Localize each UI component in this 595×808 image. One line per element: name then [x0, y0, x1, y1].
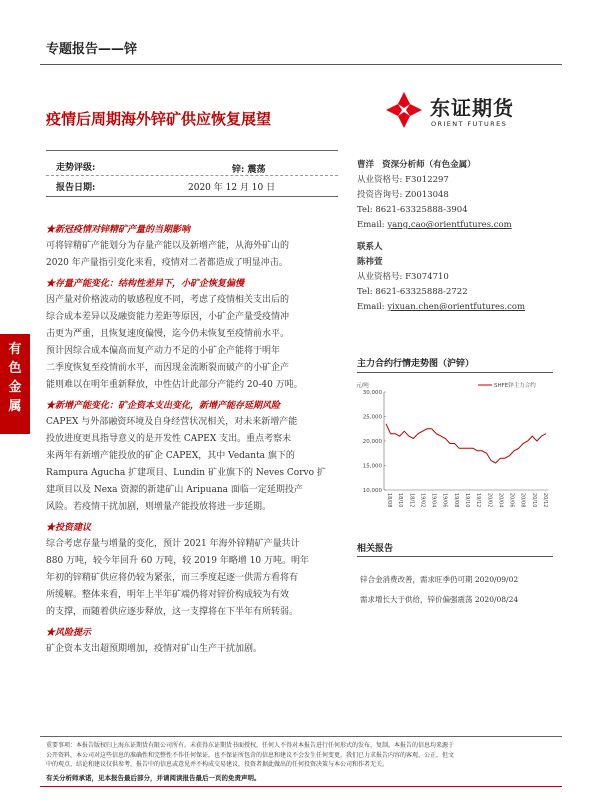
paragraph-line: 风险。若疫情干扰加剧，则增量产能投放将进一步延期。: [46, 502, 272, 512]
summary-body: [46, 222, 342, 658]
x-tick-label: 20/06: [508, 493, 515, 508]
category-side-tab: [0, 334, 30, 434]
analyst-name: 曹洋: [357, 160, 375, 170]
contact-license: 从业资格号: F3074710: [357, 272, 449, 282]
x-tick-label: 18/08: [386, 493, 392, 508]
analyst-advisor: 投资咨询号: Z0013048: [357, 190, 449, 200]
chart-title: 主力合约行情走势图（沪锌）: [357, 359, 475, 369]
section-title: ★存量产能变化：结构性差异下，小矿企恢复偏慢: [46, 279, 245, 289]
paragraph-line: 综合成本差异以及融资能力差距等原因，小矿企产量受疫情冲: [46, 312, 290, 322]
related-item[interactable]: 锌合金消费改善，需求旺季仍可期 2020/09/02: [360, 575, 519, 584]
analyst-email-label: Email:: [357, 220, 385, 230]
paragraph-line: 建项目以及 Nexa 资源的新建矿山 Aripuana 面临一定延期投产: [46, 485, 303, 495]
section-title: ★新冠疫情对锌精矿产量的当期影响: [46, 225, 191, 235]
disclaimer-line: 中的观点、结论和建议仅供参考，报告中的信息或意见并不构成交易建议，投资者据此做出的任何投资决策与本公司和作者无关。: [46, 761, 389, 768]
y-tick-label: 10,000: [362, 488, 382, 494]
paragraph-line: 击更为严重，且恢复速度偏慢，迄今仍未恢复至疫情前水平。: [46, 329, 290, 339]
related-item[interactable]: 需求增长大于供给，锌价偏强震荡 2020/08/24: [360, 595, 519, 604]
side-tab-char: 金: [8, 380, 22, 395]
logo-text: 东证期货: [430, 96, 514, 120]
side-tab-char: 色: [8, 361, 22, 376]
date-value: 2020 年 12 月 10 日: [188, 183, 276, 193]
analyst-role: 资深分析师（有色金属）: [382, 160, 476, 170]
price-line-chart: [352, 378, 552, 518]
section-title: ★投资建议: [46, 523, 92, 533]
rating-label: 走势评级:: [56, 163, 96, 173]
side-tab-char: 属: [8, 399, 22, 414]
contact-tel: Tel: 8621-63325888-2722: [357, 287, 468, 297]
contact-header: 联系人: [357, 242, 383, 252]
section-title: ★风险提示: [46, 628, 92, 638]
section-title: ★新增产能变化：矿企资本支出变化，新增产能存延期风险: [46, 401, 281, 411]
section-paragraph: [46, 238, 342, 272]
rating-value: 锌: 震荡: [232, 165, 266, 175]
meta-rule-bottom: [46, 196, 338, 197]
x-tick-label: 19/10: [464, 493, 470, 508]
paragraph-line: 因产量对价格波动的敏感程度不同，考虑了疫情相关支出后的: [46, 295, 290, 305]
analyst-email-link[interactable]: yang.cao@orientfutures.com: [387, 220, 512, 230]
contact-email-link[interactable]: yixuan.chen@orientfutures.com: [387, 302, 526, 312]
paragraph-line: 的支撑，而随着供应逐步释放，这一支撑将在下半年有所转弱。: [46, 607, 299, 617]
x-tick-label: 19/06: [441, 493, 448, 508]
header-rule: [40, 64, 562, 65]
chart-title-rule: [357, 372, 553, 373]
y-tick-label: 20,000: [362, 439, 382, 445]
paragraph-line: 可将锌精矿产能划分为存量产能以及新增产能，从海外矿山的: [46, 241, 290, 251]
y-tick-label: 30,000: [362, 390, 382, 396]
contact-block: [357, 240, 567, 315]
date-label: 报告日期:: [56, 183, 96, 193]
contact-name: 陈祎萱: [357, 257, 383, 267]
y-tick-label: 25,000: [362, 414, 382, 421]
report-type: 专题报告——锌: [46, 42, 138, 57]
meta-rule-mid: [46, 175, 338, 176]
page-title: 疫情后周期海外锌矿供应恢复展望: [46, 110, 272, 128]
paragraph-line: 二季度恢复至疫情前水平，而因现金流断裂而破产的小矿企产: [46, 363, 290, 373]
disclaimer-line: 重要事项：本报告版权归上海东证期货有限公司所有。未获得东证期货书面授权，任何人不得对本报告进行任何形式的发布、复制。本报告的信息均来源于: [46, 742, 455, 749]
paragraph-line: 所缓解。整体来看，明年上半年矿端仍将对锌价构成较为有效: [46, 590, 290, 600]
y-tick-label: 15,000: [362, 463, 382, 470]
x-tick-label: 20/02: [486, 493, 493, 508]
paragraph-line: 年初的锌精矿供应将仍较为紧张，而三季度起逐一供需方看将有: [46, 573, 299, 583]
x-tick-label: 20/10: [530, 493, 537, 508]
disclaimer: [46, 741, 566, 770]
y-axis-unit: 元/吨: [356, 383, 369, 389]
x-tick-label: 20/12: [542, 493, 548, 508]
related-header: 相关报告: [357, 544, 394, 554]
related-rule: [357, 556, 553, 557]
related-list: [360, 570, 560, 610]
x-tick-label: 19/02: [419, 493, 426, 508]
analyst-tel: Tel: 8621-63325888-3904: [357, 205, 468, 215]
side-tab-char: 有: [8, 342, 22, 357]
footer-red-rule: [40, 786, 562, 787]
x-tick-label: 20/04: [497, 493, 504, 508]
logo-icon: [384, 90, 424, 130]
x-tick-label: 18/10: [397, 493, 404, 508]
series-line: [386, 424, 546, 463]
section-paragraph: [46, 641, 342, 658]
section-paragraph: [46, 292, 342, 394]
analyst-block: [357, 158, 567, 233]
paragraph-line: 投放进度更具指导意义的是开发性 CAPEX 支出。重点考察未: [46, 434, 292, 444]
x-tick-label: 20/08: [519, 493, 526, 508]
footer-rule: [40, 736, 562, 737]
paragraph-line: CAPEX 与外部融资环境及自身经营状况相关，对未来新增产能: [46, 417, 298, 427]
paragraph-line: 综合考虑存量与增量的变化，预计 2021 年海外锌精矿产量共计: [46, 539, 300, 549]
x-tick-label: 19/08: [452, 493, 459, 508]
logo-subtext: ORIENT FUTURES: [431, 120, 508, 128]
paragraph-line: Rampura Agucha 扩建项目、Lundin 矿业旗下的 Neves Corvo 扩: [46, 468, 326, 478]
legend-label: SHFE锌主力合约: [494, 383, 536, 389]
x-tick-label: 19/12: [475, 493, 482, 508]
meta-rule-top: [46, 150, 338, 151]
section-paragraph: [46, 414, 342, 516]
contact-email-label: Email:: [357, 302, 385, 312]
paragraph-line: 矿企资本支出超预期增加，疫情对矿山生产干扰加剧。: [46, 644, 263, 654]
paragraph-line: 2020 年产量指引变化来看，疫情对二者都造成了明显冲击。: [46, 258, 288, 268]
paragraph-line: 来两年有新增产能投放的矿企 CAPEX，其中 Vedanta 旗下的: [46, 451, 295, 461]
paragraph-line: 880 万吨，较今年回升 60 万吨，较 2019 年略增 10 万吨。明年: [46, 556, 310, 566]
paragraph-line: 能则难以在明年重新释放，中性估计此部分产能约 20-40 万吨。: [46, 380, 303, 390]
footer-note: 有关分析师承诺，见本报告最后部分，并请阅读报告最后一页的免责声明。: [46, 774, 261, 782]
section-paragraph: [46, 536, 342, 621]
disclaimer-line: 公开资料，本公司对这些信息的准确性和完整性不作任何保证，也不保证所包含的信息和建议不会发生任何变更。我们已力求报告内容的客观、公正，但文: [46, 751, 455, 759]
x-tick-label: 18/12: [408, 493, 415, 508]
paragraph-line: 预计因综合成本偏高而复产动力不足的小矿企产能将于明年: [46, 346, 281, 356]
x-tick-label: 19/04: [430, 493, 437, 508]
analyst-license: 从业资格号: F3012297: [357, 175, 449, 185]
